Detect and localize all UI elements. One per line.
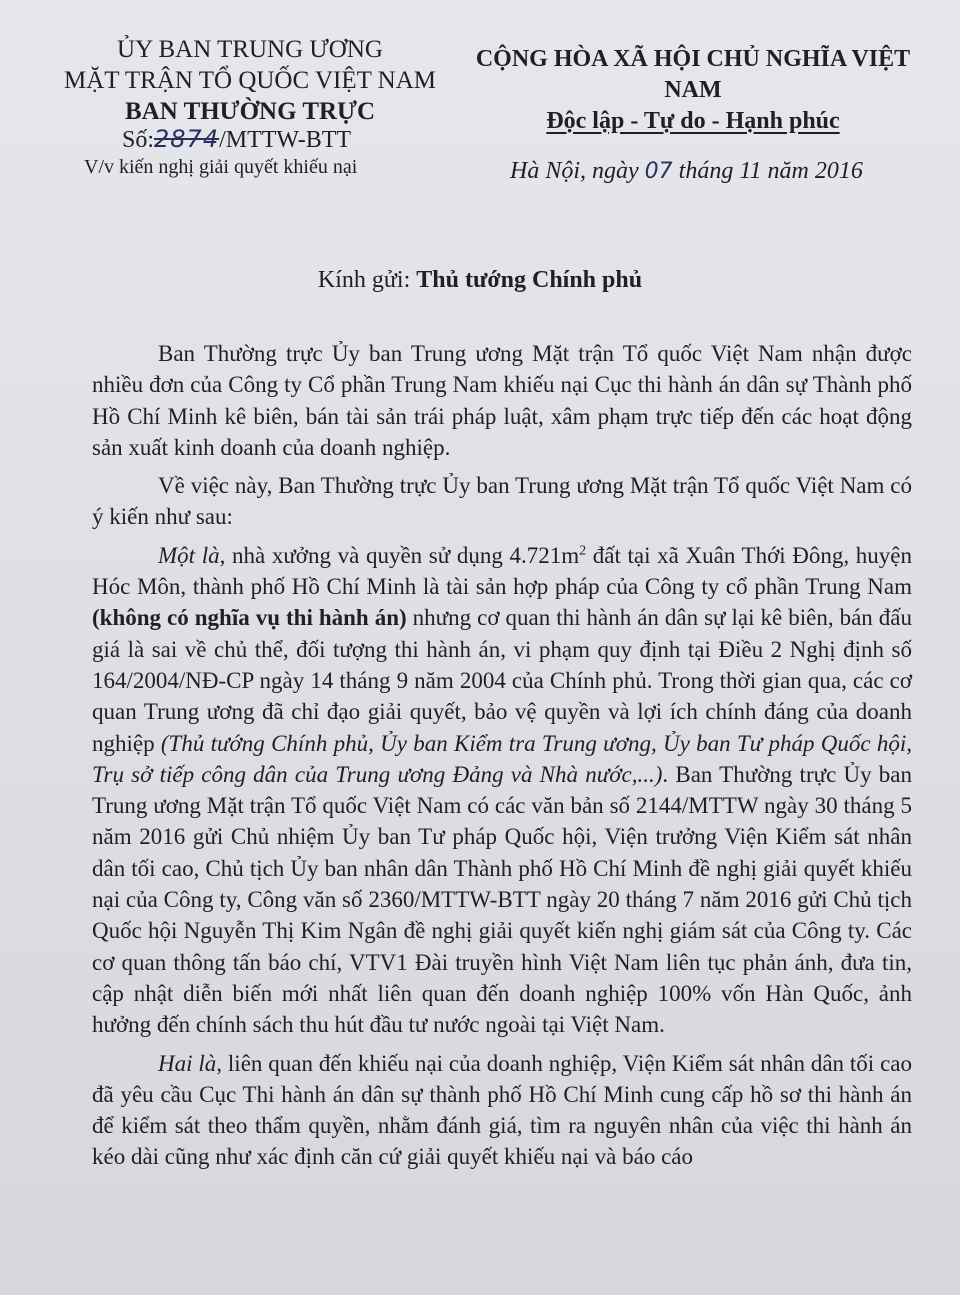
date-line <box>510 158 863 185</box>
paragraph-3-part-a: , nhà xưởng và quyền sử dụng 4.721m <box>219 542 580 568</box>
national-motto: Độc lập - Tự do - Hạnh phúc <box>546 108 840 134</box>
area-unit-superscript: 2 <box>579 543 587 559</box>
paragraph-3-part-c: nhưng cơ quan thi hành án dân sự lại kê biên, bán đấu giá là sai về chủ thể, đối tượng thi hành án, vi phạm quy định tại Điều 2 Nghị định số 164/2004/NĐ-CP ngày 14 tháng 9 năm 2004 của Chính phủ. Trong thời gian qua, các cơ quan Trung ương đã chỉ đạo giải quyết, bảo vệ quyền và lợi ích chính đáng của doanh nghiệp <box>92 605 912 756</box>
document-body <box>92 338 912 1173</box>
paragraph-1: Ban Thường trực Ủy ban Trung ương Mặt trận Tổ quốc Việt Nam nhận được nhiều đơn của Công ty Cổ phần Trung Nam khiếu nại Cục thi hành án dân sự Thành phố Hồ Chí Minh kê biên, bán tài sản trái pháp luật, xâm phạm trực tiếp đến các hoạt động sản xuất kinh doanh của doanh nghiệp. <box>92 341 912 460</box>
paragraph-3-part-b: đất tại xã Xuân Thới Đông, huyện Hóc Môn, thành phố Hồ Chí Minh là tài sản hợp pháp của Công ty cổ phần Trung Nam <box>92 542 912 600</box>
national-header-block <box>448 44 938 137</box>
doc-number-suffix: /MTTW-BTT <box>219 127 352 153</box>
issuing-agency-block <box>60 34 440 127</box>
doc-number-handwritten: 2874 <box>154 125 220 153</box>
agency-line-2: MẶT TRẬN TỔ QUỐC VIỆT NAM <box>63 67 437 94</box>
document-number <box>122 125 351 154</box>
document-subject: V/v kiến nghị giải quyết khiếu nại <box>84 156 358 178</box>
paragraph-3-part-d: . Ban Thường trực Ủy ban Trung ương Mặt trận Tổ quốc Việt Nam có các văn bản số 2144/MTTW ngày 30 tháng 5 năm 2016 gửi Chủ nhiệm Ủy ban Tư pháp Quốc hội, Viện trưởng Viện Kiểm sát nhân dân tối cao, Chủ tịch Ủy ban nhân dân Thành phố Hồ Chí Minh đề nghị giải quyết khiếu nại của Công ty, Công văn số 2360/MTTW-BTT ngày 20 tháng 7 năm 2016 gửi Chủ tịch Quốc hội Nguyễn Thị Kim Ngân đề nghị giải quyết kiến nghị giám sát của Công ty. Các cơ quan thông tấn báo chí, VTV1 Đài truyền hình Việt Nam liên tục phản ánh, đưa tin, cập nhật diễn biến mới nhất liên quan đến doanh nghiệp 100% vốn Hàn Quốc, ảnh hưởng đến chính sách thu hút đầu tư nước ngoài tại Việt Nam. <box>92 761 912 1038</box>
salutation-recipient: Thủ tướng Chính phủ <box>416 267 643 293</box>
paragraph-3-italic-note: (Thủ tướng Chính phủ, Ủy ban Kiểm tra Trung ương, Ủy ban Tư pháp Quốc hội, Trụ sở tiếp công dân của Trung ương Đảng và Nhà nước,...) <box>92 730 912 787</box>
salutation-label: Kính gửi: <box>317 267 417 293</box>
paragraph-4-part-a: , liên quan đến khiếu nại của doanh nghiệp, Viện Kiểm sát nhân dân tối cao đã yêu cầu Cục Thi hành án dân sự thành phố Hồ Chí Minh cung cấp hồ sơ thi hành án để kiểm sát theo thẩm quyền, nhằm đánh giá, tìm ra nguyên nhân của việc thi hành án kéo dài cũng như xác định căn cứ giải quyết khiếu nại và báo cáo <box>92 1050 912 1170</box>
paragraph-2: Về việc này, Ban Thường trực Ủy ban Trung ương Mặt trận Tổ quốc Việt Nam có ý kiến như sau: <box>92 473 912 530</box>
paragraph-4-lead: Hai là <box>158 1050 217 1076</box>
paragraph-3 <box>92 540 912 1041</box>
date-prefix: Hà Nội, ngày <box>510 158 645 184</box>
national-title: CỘNG HÒA XÃ HỘI CHỦ NGHĨA VIỆT NAM <box>475 46 911 103</box>
paragraph-3-bold-note: (không có nghĩa vụ thi hành án) <box>92 605 407 631</box>
date-suffix: tháng 11 năm 2016 <box>672 158 863 184</box>
agency-line-1: ỦY BAN TRUNG ƯƠNG <box>117 36 383 63</box>
doc-number-prefix: Số: <box>122 127 155 153</box>
agency-line-3: BAN THƯỜNG TRỰC <box>124 98 376 125</box>
paragraph-4 <box>92 1048 912 1173</box>
date-day-handwritten: 07 <box>644 159 673 184</box>
paragraph-3-lead: Một là <box>158 542 220 568</box>
salutation <box>0 267 960 294</box>
